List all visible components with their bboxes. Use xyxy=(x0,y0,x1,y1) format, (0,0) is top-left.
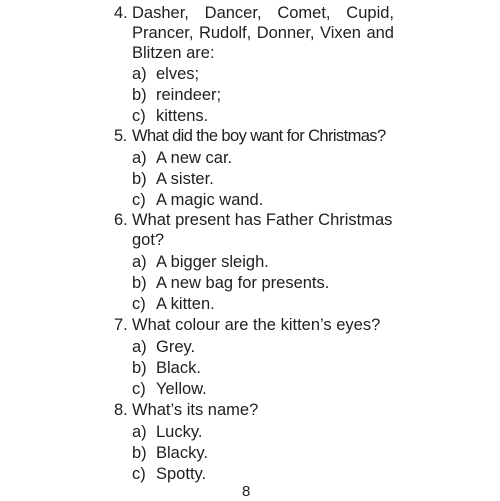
option-6b xyxy=(132,273,329,293)
option-letter: b) xyxy=(132,170,147,188)
option-letter: b) xyxy=(132,359,147,377)
option-letter: c) xyxy=(132,380,146,398)
question-6 xyxy=(114,210,394,250)
option-text: kittens. xyxy=(156,107,209,125)
option-text: reindeer; xyxy=(156,86,222,104)
option-text: Yellow. xyxy=(156,380,207,398)
question-text: What present has Father Christmas got? xyxy=(132,211,393,249)
option-text: A kitten. xyxy=(156,295,215,313)
option-6a xyxy=(132,252,269,272)
option-6c xyxy=(132,294,215,314)
question-text: What’s its name? xyxy=(132,401,259,419)
option-letter: c) xyxy=(132,107,146,125)
question-text: What colour are the kitten’s eyes? xyxy=(132,316,381,334)
question-7 xyxy=(114,315,394,335)
question-4 xyxy=(114,3,394,63)
option-text: A magic wand. xyxy=(156,191,264,209)
option-8c xyxy=(132,464,206,484)
question-number: 7. xyxy=(114,316,128,334)
option-4c xyxy=(132,106,208,126)
option-text: Blacky. xyxy=(156,444,208,462)
option-7b xyxy=(132,358,201,378)
option-letter: a) xyxy=(132,338,147,356)
option-letter: a) xyxy=(132,253,147,271)
option-5a xyxy=(132,148,232,168)
option-text: A sister. xyxy=(156,170,214,188)
option-text: Lucky. xyxy=(156,423,203,441)
option-text: A bigger sleigh. xyxy=(156,253,269,271)
option-letter: b) xyxy=(132,86,147,104)
question-5 xyxy=(114,126,394,146)
option-letter: a) xyxy=(132,423,147,441)
option-letter: a) xyxy=(132,149,147,167)
option-letter: b) xyxy=(132,274,147,292)
option-8b xyxy=(132,443,208,463)
option-text: Grey. xyxy=(156,338,196,356)
question-number: 8. xyxy=(114,401,128,419)
option-text: A new bag for presents. xyxy=(156,274,330,292)
question-number: 5. xyxy=(114,127,127,145)
option-4b xyxy=(132,85,221,105)
option-letter: c) xyxy=(132,465,146,483)
question-8 xyxy=(114,400,394,420)
option-8a xyxy=(132,422,202,442)
page-number: 8 xyxy=(242,483,251,500)
option-letter: a) xyxy=(132,65,147,83)
option-letter: c) xyxy=(132,295,146,313)
option-letter: b) xyxy=(132,444,147,462)
option-5c xyxy=(132,190,263,210)
option-letter: c) xyxy=(132,191,146,209)
option-text: Spotty. xyxy=(156,465,207,483)
option-text: Black. xyxy=(156,359,201,377)
question-text: Dasher, Dancer, Comet, Cupid, Prancer, Rudolf, Donner, Vixen and Blitzen are: xyxy=(132,4,394,62)
option-7a xyxy=(132,337,195,357)
question-text: What did the boy want for Christmas? xyxy=(132,127,386,145)
option-5b xyxy=(132,169,214,189)
question-number: 6. xyxy=(114,211,128,229)
option-text: elves; xyxy=(156,65,200,83)
question-number: 4. xyxy=(114,4,128,22)
option-7c xyxy=(132,379,207,399)
option-text: A new car. xyxy=(156,149,233,167)
option-4a xyxy=(132,64,199,84)
